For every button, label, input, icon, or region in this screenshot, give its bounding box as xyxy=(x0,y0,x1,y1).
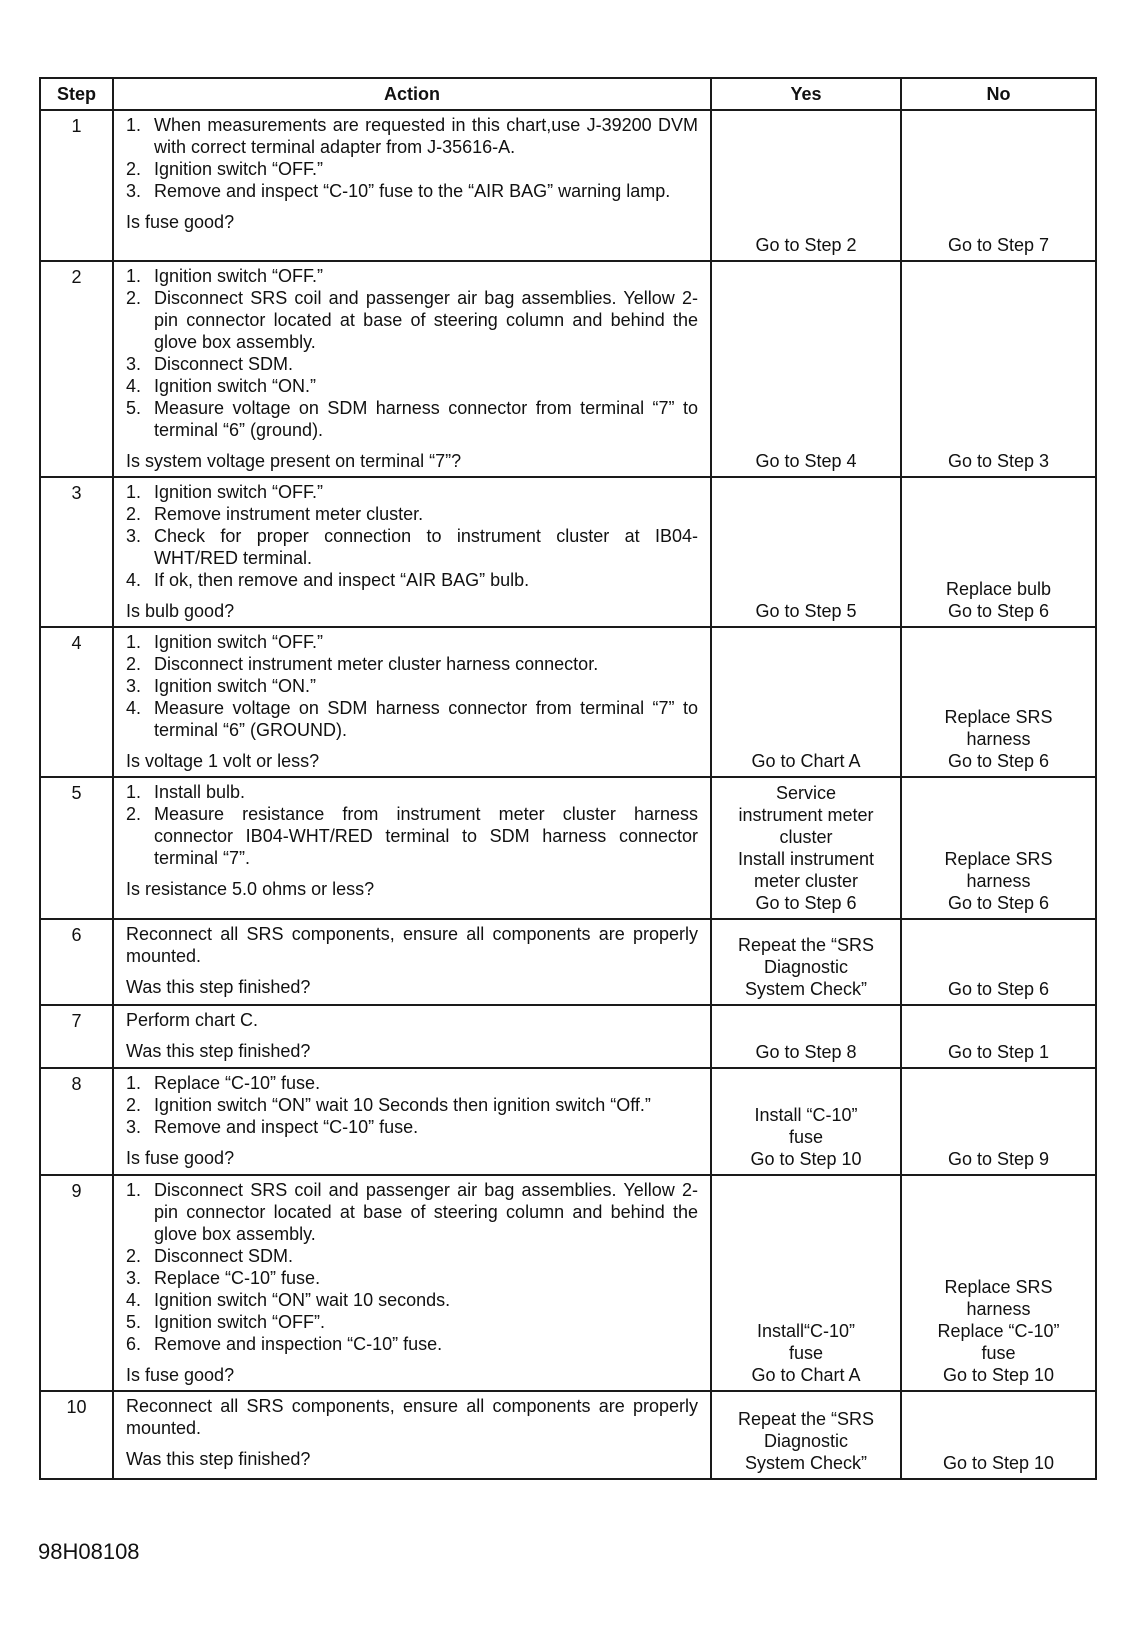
yes-result: Repeat the “SRS Diagnostic System Check” xyxy=(711,919,901,1005)
action-item-number: 2. xyxy=(126,159,142,179)
action-item-number: 4. xyxy=(126,1290,142,1310)
action-text: Reconnect all SRS components, ensure all components are properly mounted. xyxy=(126,1396,698,1438)
action-item-number: 2. xyxy=(126,654,142,674)
action-item-text: Disconnect SRS coil and passenger air bag assemblies. Yellow 2-pin connector located at base of steering column and behind the glove box assembly. xyxy=(154,1180,698,1244)
action-item-number: 3. xyxy=(126,354,142,374)
action-list xyxy=(126,481,698,591)
action-item-text: Remove and inspection “C-10” fuse. xyxy=(154,1334,443,1354)
action-cell xyxy=(113,1068,711,1175)
step-number: 1 xyxy=(40,110,113,261)
step-number: 6 xyxy=(40,919,113,1005)
action-item xyxy=(126,1072,698,1094)
action-item-text: Measure resistance from instrument meter cluster harness connector IB04-WHT/RED terminal to SDM harness connector terminal “7”. xyxy=(154,804,698,868)
action-item-number: 2. xyxy=(126,1095,142,1115)
action-item xyxy=(126,114,698,158)
header-row xyxy=(40,78,1096,110)
action-cell xyxy=(113,1005,711,1068)
action-question: Is fuse good? xyxy=(126,1365,235,1385)
action-item xyxy=(126,353,698,375)
action-body xyxy=(126,781,698,900)
action-item xyxy=(126,503,698,525)
action-item-text: Ignition switch “OFF.” xyxy=(154,632,324,652)
action-item-text: Remove and inspect “C-10” fuse to the “AIR BAG” warning lamp. xyxy=(154,181,671,201)
action-item-number: 3. xyxy=(126,1117,142,1137)
action-item xyxy=(126,1094,698,1116)
yes-result: Install“C-10” fuse Go to Chart A xyxy=(711,1175,901,1391)
action-item-text: Replace “C-10” fuse. xyxy=(154,1268,321,1288)
action-body xyxy=(126,481,698,622)
action-cell xyxy=(113,477,711,627)
yes-result: Go to Step 4 xyxy=(711,261,901,477)
yes-result: Go to Step 8 xyxy=(711,1005,901,1068)
action-item-number: 3. xyxy=(126,676,142,696)
action-item-number: 1. xyxy=(126,482,142,502)
yes-result: Service instrument meter cluster Install instrument meter cluster Go to Step 6 xyxy=(711,777,901,919)
action-list xyxy=(126,1072,698,1138)
action-body xyxy=(126,114,698,233)
action-item-number: 1. xyxy=(126,632,142,652)
action-item xyxy=(126,1116,698,1138)
action-item xyxy=(126,481,698,503)
action-cell xyxy=(113,110,711,261)
action-item xyxy=(126,1245,698,1267)
table-row xyxy=(40,1068,1096,1175)
table-row xyxy=(40,919,1096,1005)
table-row xyxy=(40,477,1096,627)
action-question: Is resistance 5.0 ohms or less? xyxy=(126,879,375,899)
action-item xyxy=(126,158,698,180)
no-result: Go to Step 9 xyxy=(901,1068,1096,1175)
action-item-text: When measurements are requested in this chart,use J-39200 DVM with correct terminal adapter from J-35616-A. xyxy=(154,115,698,157)
action-item-text: Disconnect SRS coil and passenger air bag assemblies. Yellow 2-pin connector located at base of steering column and behind the glove box assembly. xyxy=(154,288,698,352)
action-item-number: 3. xyxy=(126,526,142,546)
step-number: 10 xyxy=(40,1391,113,1479)
action-body xyxy=(126,1009,698,1062)
no-result: Replace bulb Go to Step 6 xyxy=(901,477,1096,627)
action-item-text: Measure voltage on SDM harness connector from terminal “7” to terminal “6” (ground). xyxy=(154,398,698,440)
action-list xyxy=(126,114,698,202)
action-question: Was this step finished? xyxy=(126,977,311,997)
yes-result: Go to Step 5 xyxy=(711,477,901,627)
action-item-number: 2. xyxy=(126,288,142,308)
figure-id: 98H08108 xyxy=(38,1539,140,1564)
yes-result: Go to Step 2 xyxy=(711,110,901,261)
table-row xyxy=(40,627,1096,777)
action-item-number: 2. xyxy=(126,1246,142,1266)
action-question: Is system voltage present on terminal “7”? xyxy=(126,451,462,471)
action-cell xyxy=(113,777,711,919)
action-item-number: 6. xyxy=(126,1334,142,1354)
action-item-number: 5. xyxy=(126,398,142,418)
action-item xyxy=(126,287,698,353)
action-item-text: Remove instrument meter cluster. xyxy=(154,504,424,524)
action-item xyxy=(126,1267,698,1289)
action-item-number: 2. xyxy=(126,504,142,524)
action-list xyxy=(126,781,698,869)
table-row xyxy=(40,110,1096,261)
action-text: Perform chart C. xyxy=(126,1010,259,1030)
action-text: Reconnect all SRS components, ensure all components are properly mounted. xyxy=(126,924,698,966)
action-item xyxy=(126,1311,698,1333)
action-item-text: Ignition switch “ON” wait 10 seconds. xyxy=(154,1290,451,1310)
table-row xyxy=(40,1175,1096,1391)
action-item-number: 5. xyxy=(126,1312,142,1332)
action-cell xyxy=(113,1391,711,1479)
action-cell xyxy=(113,1175,711,1391)
no-result: Replace SRS harness Go to Step 6 xyxy=(901,627,1096,777)
no-result: Go to Step 7 xyxy=(901,110,1096,261)
action-item xyxy=(126,397,698,441)
action-item xyxy=(126,569,698,591)
yes-result: Go to Chart A xyxy=(711,627,901,777)
action-body xyxy=(126,923,698,998)
action-item-number: 1. xyxy=(126,266,142,286)
header-no: No xyxy=(901,78,1096,110)
action-item xyxy=(126,803,698,869)
action-item-number: 4. xyxy=(126,570,142,590)
action-question: Is bulb good? xyxy=(126,601,235,621)
table-row xyxy=(40,261,1096,477)
yes-result: Repeat the “SRS Diagnostic System Check” xyxy=(711,1391,901,1479)
header-action: Action xyxy=(113,78,711,110)
action-item-text: Remove and inspect “C-10” fuse. xyxy=(154,1117,419,1137)
no-result: Go to Step 3 xyxy=(901,261,1096,477)
chart-body xyxy=(40,110,1096,1479)
action-body xyxy=(126,1395,698,1470)
action-item xyxy=(126,781,698,803)
action-item-text: Check for proper connection to instrument cluster at IB04-WHT/RED terminal. xyxy=(154,526,698,568)
action-question: Was this step finished? xyxy=(126,1449,311,1469)
step-number: 3 xyxy=(40,477,113,627)
action-cell xyxy=(113,627,711,777)
action-item-text: Ignition switch “ON.” xyxy=(154,376,317,396)
action-item-number: 4. xyxy=(126,698,142,718)
no-result: Go to Step 10 xyxy=(901,1391,1096,1479)
action-item-text: Replace “C-10” fuse. xyxy=(154,1073,321,1093)
action-item xyxy=(126,1179,698,1245)
step-number: 8 xyxy=(40,1068,113,1175)
action-item xyxy=(126,697,698,741)
table-row xyxy=(40,1391,1096,1479)
action-list xyxy=(126,265,698,441)
no-result: Go to Step 1 xyxy=(901,1005,1096,1068)
action-item xyxy=(126,653,698,675)
step-number: 2 xyxy=(40,261,113,477)
action-item-number: 1. xyxy=(126,782,142,802)
action-question: Is voltage 1 volt or less? xyxy=(126,751,320,771)
action-question: Is fuse good? xyxy=(126,212,235,232)
action-item-number: 1. xyxy=(126,115,142,135)
action-item-number: 3. xyxy=(126,1268,142,1288)
yes-result: Install “C-10” fuse Go to Step 10 xyxy=(711,1068,901,1175)
action-cell xyxy=(113,261,711,477)
action-item-text: Ignition switch “OFF.” xyxy=(154,159,324,179)
action-body xyxy=(126,631,698,772)
action-item-text: Measure voltage on SDM harness connector from terminal “7” to terminal “6” (GROUND). xyxy=(154,698,698,740)
table-row xyxy=(40,1005,1096,1068)
action-item xyxy=(126,675,698,697)
action-item xyxy=(126,631,698,653)
action-item-number: 2. xyxy=(126,804,142,824)
action-question: Is fuse good? xyxy=(126,1148,235,1168)
header-step: Step xyxy=(40,78,113,110)
action-item xyxy=(126,525,698,569)
action-item-text: Disconnect SDM. xyxy=(154,354,294,374)
action-item-text: Disconnect SDM. xyxy=(154,1246,294,1266)
no-result: Go to Step 6 xyxy=(901,919,1096,1005)
no-result: Replace SRS harness Replace “C-10” fuse Go to Step 10 xyxy=(901,1175,1096,1391)
no-result: Replace SRS harness Go to Step 6 xyxy=(901,777,1096,919)
action-question: Was this step finished? xyxy=(126,1041,311,1061)
action-item-number: 1. xyxy=(126,1180,142,1200)
action-item xyxy=(126,375,698,397)
table-row xyxy=(40,777,1096,919)
action-item-text: Ignition switch “OFF.” xyxy=(154,482,324,502)
step-number: 4 xyxy=(40,627,113,777)
action-item xyxy=(126,265,698,287)
header-yes: Yes xyxy=(711,78,901,110)
action-list xyxy=(126,1179,698,1355)
action-item xyxy=(126,1289,698,1311)
action-body xyxy=(126,265,698,472)
step-number: 5 xyxy=(40,777,113,919)
action-item-text: Ignition switch “ON” wait 10 Seconds then ignition switch “Off.” xyxy=(154,1095,651,1115)
action-item-number: 3. xyxy=(126,181,142,201)
action-cell xyxy=(113,919,711,1005)
diagnostic-chart xyxy=(39,77,1097,1480)
step-number: 9 xyxy=(40,1175,113,1391)
action-item-number: 1. xyxy=(126,1073,142,1093)
action-body xyxy=(126,1072,698,1169)
action-item-text: Ignition switch “OFF”. xyxy=(154,1312,326,1332)
action-item-text: Disconnect instrument meter cluster harness connector. xyxy=(154,654,599,674)
action-item-text: Ignition switch “OFF.” xyxy=(154,266,324,286)
step-number: 7 xyxy=(40,1005,113,1068)
action-item-text: If ok, then remove and inspect “AIR BAG” bulb. xyxy=(154,570,530,590)
action-item-number: 4. xyxy=(126,376,142,396)
action-list xyxy=(126,631,698,741)
action-item xyxy=(126,1333,698,1355)
action-item-text: Ignition switch “ON.” xyxy=(154,676,317,696)
action-body xyxy=(126,1179,698,1386)
action-item-text: Install bulb. xyxy=(154,782,246,802)
action-item xyxy=(126,180,698,202)
